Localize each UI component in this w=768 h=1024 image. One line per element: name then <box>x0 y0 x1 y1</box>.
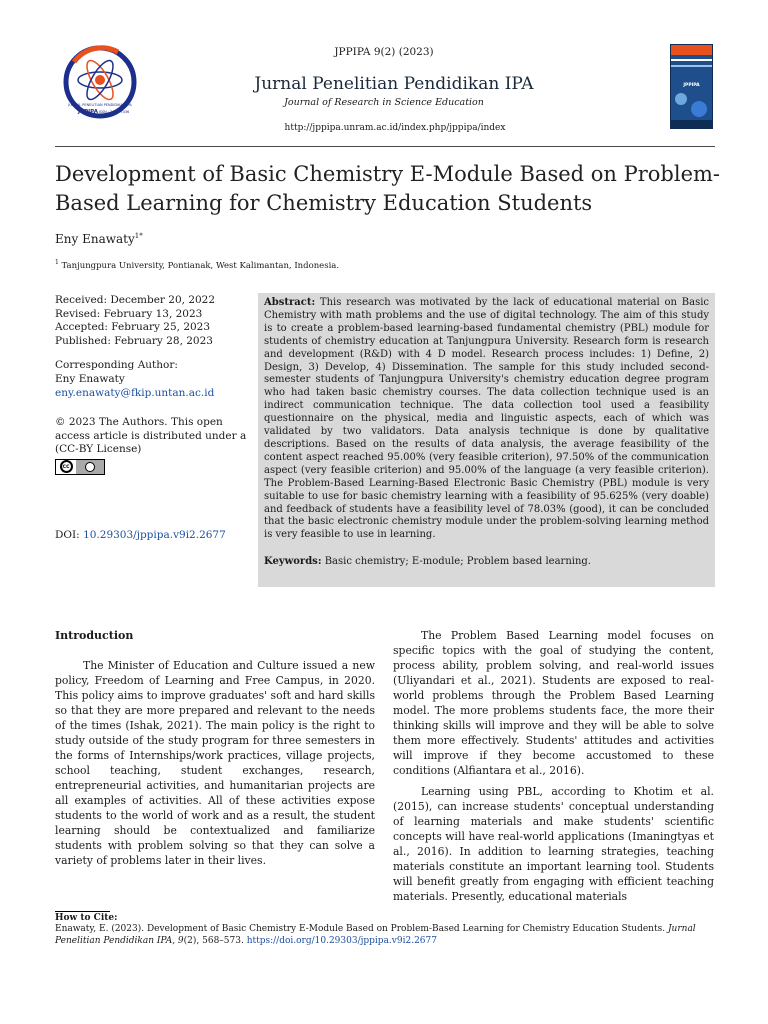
cc-by-license-icon[interactable]: cc <box>55 459 105 475</box>
footnote-divider <box>55 911 110 912</box>
journal-url[interactable]: http://jppipa.unram.ac.id/index.php/jppipa/index <box>284 123 506 133</box>
how-to-cite: How to Cite: Enawaty, E. (2023). Development of Basic Chemistry E-Module Based on Problem-Based Learning for Chemistry Education Students. Jurnal Penelitian Pendidikan IPA, 9(2), 568–573. https://doi.org/10.29303/jppipa.v9i2.2677 <box>55 913 696 946</box>
affiliation-text: Tanjungpura University, Pontianak, West Kalimantan, Indonesia. <box>61 260 340 271</box>
article-info-sidebar <box>55 294 255 486</box>
journal-volume: JPPIPA 9(2) (2023) <box>334 46 434 58</box>
corresponding-name: Eny Enawaty <box>55 372 125 385</box>
keywords-text: Basic chemistry; E-module; Problem based learning. <box>321 556 591 568</box>
license-text: © 2023 The Authors. This open access article is distributed under a (CC-BY License) <box>55 416 247 456</box>
doi-label: DOI: <box>55 529 84 541</box>
journal-subtitle: Journal of Research in Science Education <box>284 97 484 108</box>
affiliation <box>55 259 339 271</box>
svg-text:JURNAL PENELITIAN PENDIDIKAN I: JURNAL PENELITIAN PENDIDIKAN IPA <box>68 103 132 107</box>
received-date: Received: December 20, 2022 <box>55 294 216 306</box>
corresponding-email-link[interactable]: eny.enawaty@fkip.untan.ac.id <box>55 386 215 399</box>
journal-cover: JPPIPA <box>670 44 713 129</box>
svg-text:ISSN : 2460-7436: ISSN : 2460-7436 <box>98 110 130 114</box>
journal-name: Jurnal Penelitian Pendidikan IPA <box>254 74 534 94</box>
paragraph: The Minister of Education and Culture issued a new policy, Freedom of Learning and Free Campus, in 2020. This policy aims to improve graduates' soft and hard skills so that they are more prepared and relevant to the needs of the times (Ishak, 2021). The main policy is the right to study outside of the study program for three semesters in the forms of Internships/work practices, village projects, school teaching, student exchanges, research, entrepreneurial activities, and humanitarian projects are all examples of activities. All of these activities expose students to the world of work and as a result, the student learning should be contextualized and familiarize students with problem solving so that they can solve a variety of problems later in their lives. <box>55 659 375 867</box>
body-column-left <box>55 628 375 868</box>
article-title: Development of Basic Chemistry E-Module Based on Problem-Based Learning for Chemistry Education Students <box>55 162 721 215</box>
cite-label: How to Cite: <box>55 913 118 923</box>
paragraph: The Problem Based Learning model focuses on specific topics with the goal of studying the content, process ability, problem solving, and real-world issues (Uliyandari et al., 2021). Students are exposed to real-world problems through the Problem Based Learning model. The more problems students face, the more their thinking skills will improve and they will be able to solve them more effectively. Students' attitudes and activities will improve if they become accustomed to these conditions (Alfiantara et al., 2016). <box>393 629 714 777</box>
author-name: Eny Enawaty <box>55 232 135 246</box>
svg-text:JPPIPA: JPPIPA <box>78 109 98 115</box>
author-marks: 1* <box>134 232 143 240</box>
revised-date: Revised: February 13, 2023 <box>55 307 203 320</box>
header-divider <box>55 146 715 147</box>
doi-link[interactable]: 10.29303/jppipa.v9i2.2677 <box>83 529 226 541</box>
section-heading-introduction: Introduction <box>55 629 134 642</box>
published-date: Published: February 28, 2023 <box>55 334 213 347</box>
doi-line <box>55 529 226 541</box>
accepted-date: Accepted: February 25, 2023 <box>55 321 211 334</box>
corresponding-label: Corresponding Author: <box>55 359 178 372</box>
affiliation-mark: 1 <box>55 259 59 266</box>
cite-doi-link[interactable]: https://doi.org/10.29303/jppipa.v9i2.2677 <box>246 935 437 946</box>
keywords-label: Keywords: <box>264 556 322 568</box>
cite-journal: Jurnal Penelitian Pendidikan IPA, 9 <box>55 924 696 946</box>
paragraph: Learning using PBL, according to Khotim et al. (2015), can increase students' conceptual understanding of learning materials and make students' scientific concepts will have real-world applications (Imaningtyas et al., 2016). In addition to learning strategies, teaching materials constitute an important learning tool. Students will benefit greatly from engaging with efficient teaching materials. Presently, educational materials <box>393 785 714 903</box>
abstract-label: Abstract: <box>264 297 316 308</box>
abstract-box <box>258 293 715 587</box>
author-line <box>55 232 143 246</box>
abstract-text: This research was motivated by the lack of educational material on Basic Chemistry with math problems and the use of digital technology. The aim of this study is to create a problem-based learning-based fundamental chemistry (PBL) module for students of chemistry education at Tanjungpura University. Research form is research and development (R&D) with 4 D model. Research process includes: 1) Define, 2) Design, 3) Develop, 4) Dissemination. The sample for this study included second-semester students of Tanjungpura University's chemistry education degree program who had taken basic chemistry courses. The data collection technique used is an indirect communication technique. The data collection tool used a feasibility questionnaire on the physical, media and linguistic aspects, each of which was validated by two validators. Data analysis technique is done by qualitative descriptions. Based on the results of data analysis, the average feasibility of the content aspect reached 95.00% (very feasible criterion), 97.50% of the communication aspect (very feasible criterion) and 95.00% of the language (a very feasible criterion). The Problem-Based Learning-Based Electronic Basic Chemistry (PBL) module is very suitable to use for basic chemistry learning with a feasibility of 95.625% (very doable) and feedback of students have a feasibility level of 78.03% (good), it can be concluded that the basic electronic chemistry module under the problem-solving learning method is very feasible to use in learning. <box>264 297 709 541</box>
body-column-right <box>393 628 714 904</box>
